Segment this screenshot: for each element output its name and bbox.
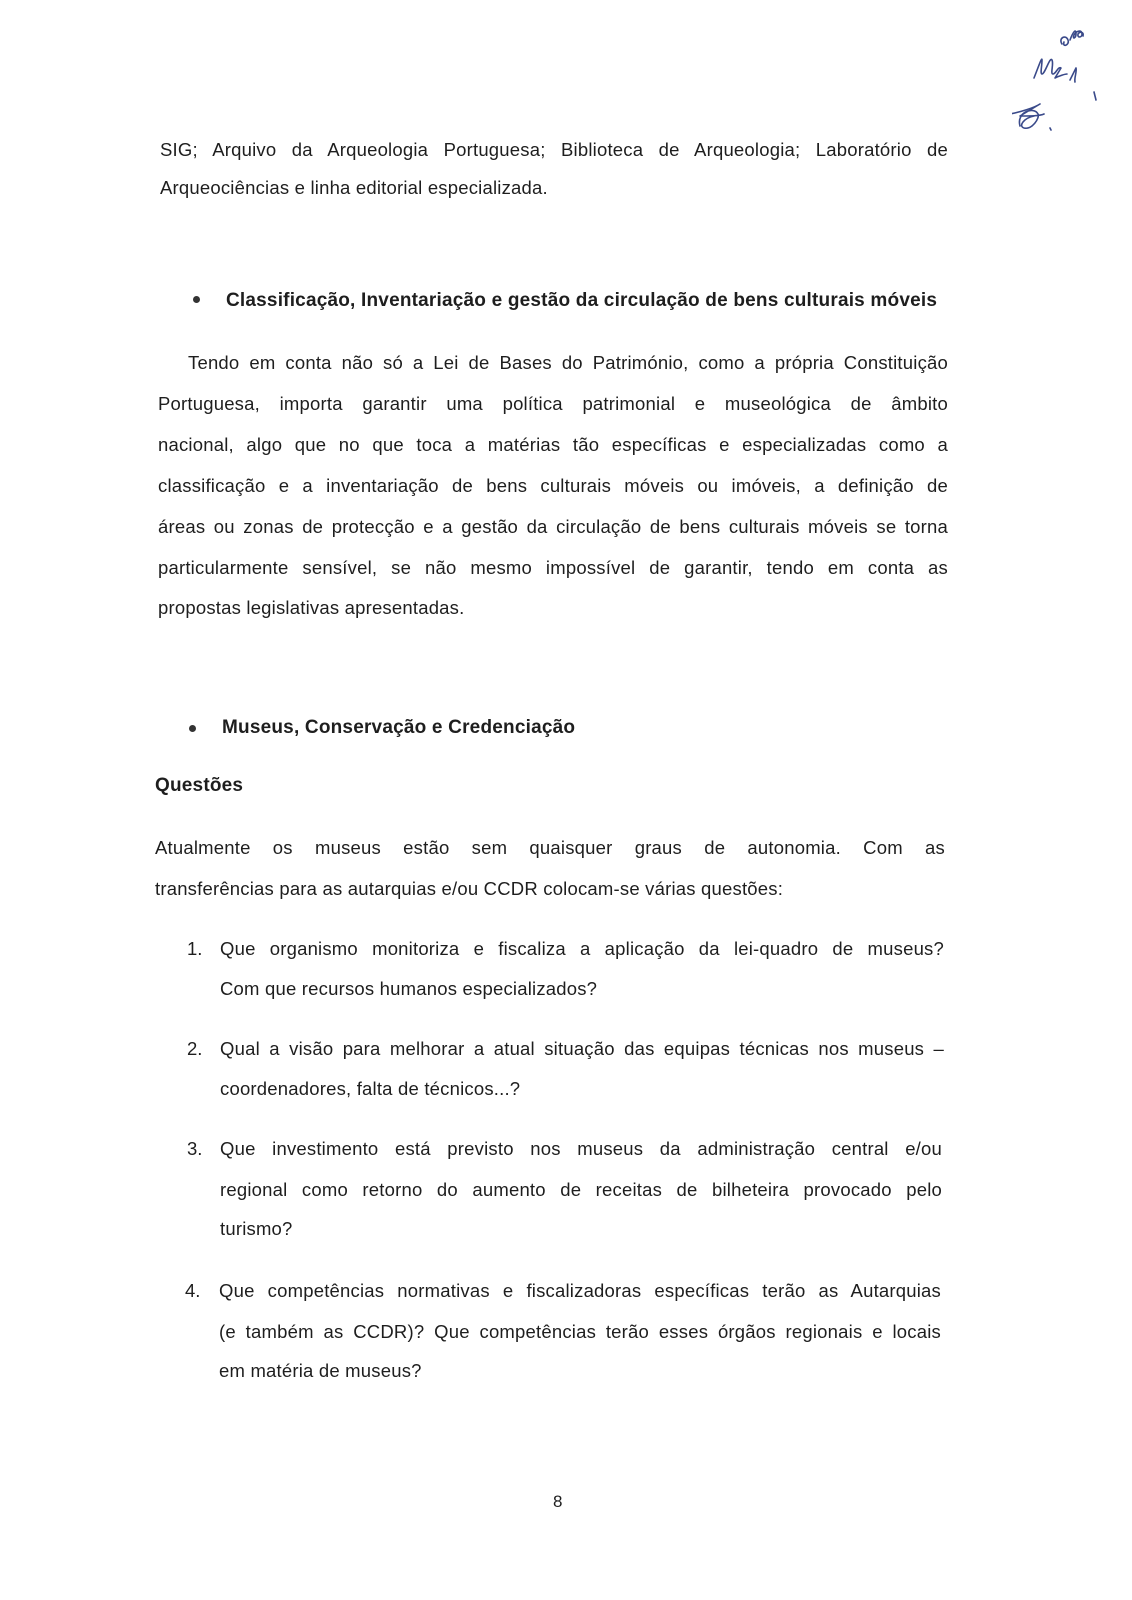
section1-line-6: particularmente sensível, se não mesmo impossível de garantir, tendo em conta as bbox=[158, 557, 948, 578]
bullet-icon bbox=[193, 296, 200, 303]
list-item-number: 2. bbox=[187, 1038, 203, 1059]
list-item-number: 1. bbox=[187, 938, 203, 959]
list-item-line: Com que recursos humanos especializados? bbox=[220, 978, 598, 999]
section1-line-3: nacional, algo que no que toca a matérias tão específicas e especializadas como a bbox=[158, 434, 948, 455]
list-item-line: (e também as CCDR)? Que competências terão esses órgãos regionais e locais bbox=[219, 1321, 941, 1342]
page-number: 8 bbox=[553, 1492, 563, 1511]
section2-intro-line-1: Atualmente os museus estão sem quaisquer graus de autonomia. Com as bbox=[155, 837, 945, 858]
bullet-icon bbox=[189, 725, 196, 732]
list-item-line: Qual a visão para melhorar a atual situação das equipas técnicas nos museus – bbox=[220, 1038, 944, 1059]
list-item-number: 3. bbox=[187, 1138, 203, 1159]
list-item-line: Que competências normativas e fiscalizadoras específicas terão as Autarquias bbox=[219, 1280, 941, 1301]
section2-subheading: Questões bbox=[155, 775, 244, 796]
list-item-line: Que organismo monitoriza e fiscaliza a aplicação da lei-quadro de museus? bbox=[220, 938, 944, 959]
section2-heading: Museus, Conservação e Credenciação bbox=[222, 717, 576, 738]
list-item-line: regional como retorno do aumento de receitas de bilheteira provocado pelo bbox=[220, 1179, 942, 1200]
intro-line-1: SIG; Arquivo da Arqueologia Portuguesa; Biblioteca de Arqueologia; Laboratório de bbox=[160, 139, 948, 160]
section1-line-4: classificação e a inventariação de bens culturais móveis ou imóveis, a definição de bbox=[158, 475, 948, 496]
list-item-line: em matéria de museus? bbox=[219, 1360, 422, 1381]
list-item-line: coordenadores, falta de técnicos...? bbox=[220, 1078, 521, 1099]
section1-line-1: Tendo em conta não só a Lei de Bases do Património, como a própria Constituição bbox=[188, 352, 948, 373]
section2-intro-line-2: transferências para as autarquias e/ou CCDR colocam-se várias questões: bbox=[155, 878, 784, 899]
section1-line-2: Portuguesa, importa garantir uma política patrimonial e museológica de âmbito bbox=[158, 393, 948, 414]
list-item-line: turismo? bbox=[220, 1218, 293, 1239]
handwritten-initials-signature bbox=[1012, 14, 1122, 144]
section1-line-5: áreas ou zonas de protecção e a gestão da circulação de bens culturais móveis se torna bbox=[158, 516, 948, 537]
list-item-number: 4. bbox=[185, 1280, 201, 1301]
intro-line-2: Arqueociências e linha editorial especializada. bbox=[160, 177, 548, 198]
section1-heading: Classificação, Inventariação e gestão da circulação de bens culturais móveis bbox=[226, 290, 938, 311]
list-item-line: Que investimento está previsto nos museus da administração central e/ou bbox=[220, 1138, 942, 1159]
section1-line-7: propostas legislativas apresentadas. bbox=[158, 597, 465, 618]
